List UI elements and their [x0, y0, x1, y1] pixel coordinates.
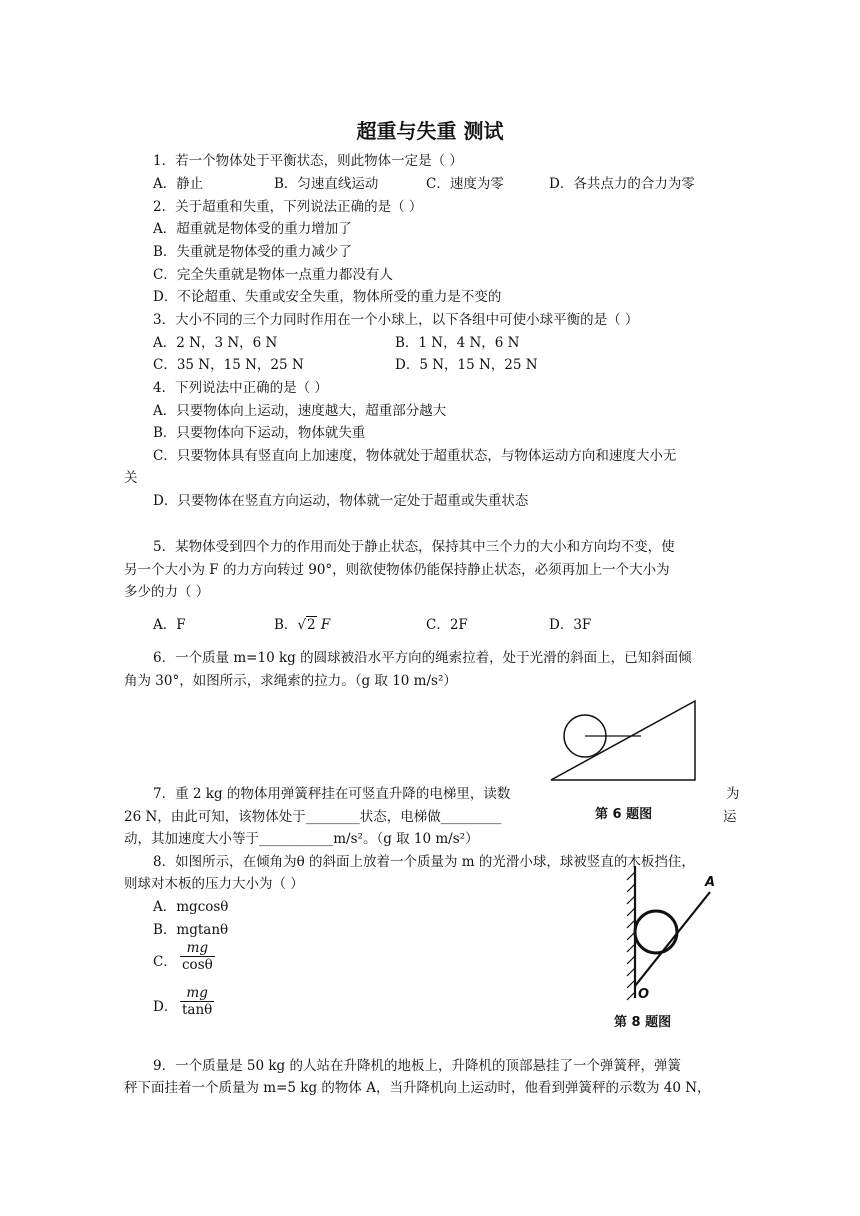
q8-option-c: C．: [153, 954, 177, 970]
question-2: 2．关于超重和失重，下列说法正确的是（ ）: [153, 199, 423, 215]
q3-option-b: B．1 N，4 N，6 N: [395, 335, 520, 351]
q5-option-c: C．2F: [426, 617, 468, 633]
wall-hatching: [627, 872, 635, 1000]
q4-option-c-line1: C．只要物体具有竖直向上加速度，物体就处于超重状态，与物体运动方向和速度大小无: [153, 448, 677, 464]
label-o: O: [638, 987, 650, 1002]
figure-6-diagram: [548, 698, 700, 784]
figure-8-diagram: [610, 862, 725, 1002]
question-3: 3．大小不同的三个力同时作用在一个小球上，以下各组中可使小球平衡的是（ ）: [153, 312, 639, 328]
q2-option-c: C．完全失重就是物体一点重力都没有人: [153, 267, 393, 283]
q5-option-b-prefix: B．: [274, 617, 298, 633]
q1-option-b: B．匀速直线运动: [274, 176, 379, 192]
question-5-line2: 另一个大小为 F 的力方向转过 90°，则欲使物体仍能保持静止状态，必须再加上一个大小为: [124, 562, 670, 578]
q5-option-a: A．F: [153, 617, 186, 633]
question-5-line3: 多少的力（ ）: [124, 584, 210, 600]
label-a: A: [705, 875, 716, 890]
q2-option-d: D．不论超重、失重或安全失重，物体所受的重力是不变的: [153, 289, 502, 305]
question-4: 4．下列说法中正确的是（ ）: [153, 380, 328, 396]
q1-option-d: D．各共点力的合力为零: [549, 176, 695, 192]
q5-option-d: D．3F: [549, 617, 592, 633]
fraction-numerator: mg: [180, 985, 214, 1002]
q2-option-b: B．失重就是物体受的重力减少了: [153, 244, 352, 260]
fraction-numerator: mg: [180, 940, 215, 957]
q8-option-d: D．: [153, 999, 178, 1015]
q8-option-a: A．mgcosθ: [153, 899, 229, 915]
q4-option-c-line2: 关: [124, 470, 138, 486]
q4-option-a: A．只要物体向上运动，速度越大，超重部分越大: [153, 403, 447, 419]
question-7-line2: 26 N，由此可知，该物体处于________状态，电梯做_________: [124, 809, 502, 825]
q1-option-a: A．静止: [153, 176, 204, 192]
q3-option-c: C．35 N，15 N，25 N: [153, 357, 304, 373]
incline-triangle: [551, 701, 695, 780]
page-title: 超重与失重 测试: [356, 119, 504, 143]
question-5-line1: 5．某物体受到四个力的作用而处于静止状态，保持其中三个力的大小和方向均不变，使: [153, 539, 675, 555]
incline-line: [635, 892, 710, 986]
q2-option-a: A．超重就是物体受的重力增加了: [153, 221, 352, 237]
q3-option-a: A．2 N，3 N，6 N: [153, 335, 278, 351]
question-6-line1: 6．一个质量 m=10 kg 的圆球被沿水平方向的绳索拉着，处于光滑的斜面上，已知斜面倾: [153, 650, 692, 666]
q5-option-b: B．√2 F: [274, 617, 331, 633]
ball-circle: [635, 911, 677, 953]
question-9-line2: 秤下面挂着一个质量为 m=5 kg 的物体 A，当升降机向上运动时，他看到弹簧秤的示数为 40 N，: [124, 1080, 711, 1096]
question-7-line3: 动，其加速度大小等于___________m/s²。（g 取 10 m/s²）: [124, 831, 479, 847]
question-8-line2: 则球对木板的压力大小为（ ）: [124, 876, 304, 892]
q8-option-b: B．mgtanθ: [153, 922, 229, 938]
fraction-denominator: tanθ: [182, 1002, 213, 1018]
question-7-line2-end: 运: [723, 809, 737, 825]
figure-6-caption: 第 6 题图: [595, 807, 653, 822]
q5-option-b-suffix: F: [320, 617, 331, 633]
q8-option-d-fraction: [180, 985, 214, 1018]
question-1: 1．若一个物体处于平衡状态，则此物体一定是（ ）: [153, 153, 463, 169]
figure-8-caption: 第 8 题图: [614, 1015, 672, 1030]
q8-option-c-fraction: [180, 940, 215, 973]
q3-option-d: D．5 N，15 N，25 N: [395, 357, 538, 373]
fraction-denominator: cosθ: [182, 957, 213, 973]
question-9-line1: 9．一个质量是 50 kg 的人站在升降机的地板上，升降机的顶部悬挂了一个弹簧秤，弹簧: [153, 1058, 681, 1074]
q4-option-b: B．只要物体向下运动，物体就失重: [153, 425, 366, 441]
q1-option-c: C．速度为零: [426, 176, 504, 192]
question-8-line1: 8．如图所示，在倾角为θ 的斜面上放着一个质量为 m 的光滑小球，球被竖直的木板挡住，: [153, 854, 695, 870]
sqrt-radicand: 2: [307, 617, 316, 633]
question-7-line1: 7．重 2 kg 的物体用弹簧秤挂在可竖直升降的电梯里，读数: [153, 786, 511, 802]
question-6-line2: 角为 30°，如图所示，求绳索的拉力。（g 取 10 m/s²）: [124, 673, 457, 689]
question-7-line1-end: 为: [726, 786, 740, 802]
q4-option-d: D．只要物体在竖直方向运动，物体就一定处于超重或失重状态: [153, 493, 529, 509]
